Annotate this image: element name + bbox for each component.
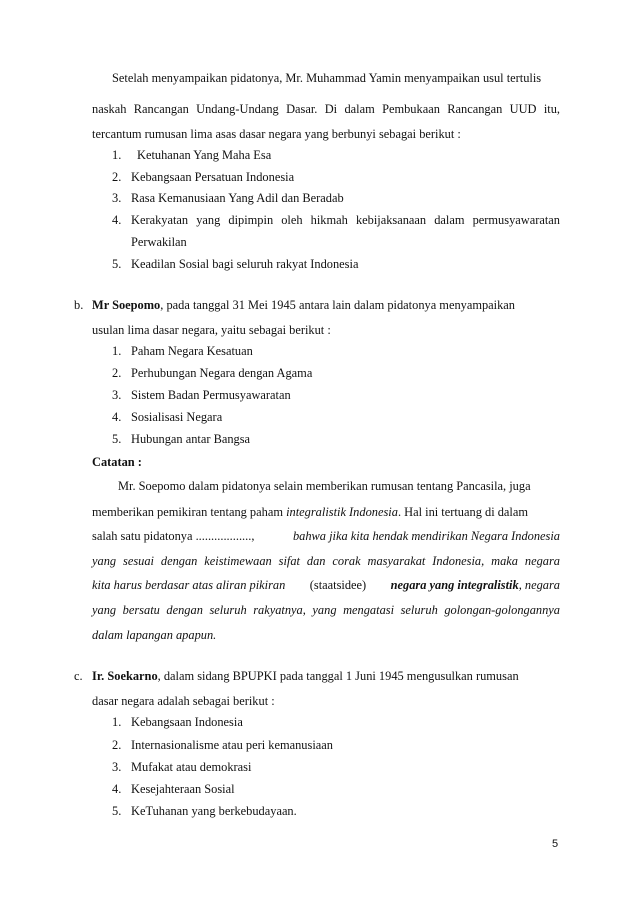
soekarno-letter: c. — [74, 669, 83, 683]
note-line-4: yang sesuai dengan keistimewaan sifat dan corak masyarakat Indonesia, maka negara — [92, 554, 560, 568]
soekarno-item-5: KeTuhanan yang berkebudayaan. — [131, 804, 297, 818]
note-line-7: dalam lapangan apapun. — [92, 628, 217, 642]
soekarno-name: Ir. Soekarno — [92, 669, 158, 683]
yamin-item-3: Rasa Kemanusiaan Yang Adil dan Beradab — [131, 191, 344, 205]
soepomo-intro-text: , pada tanggal 31 Mei 1945 antara lain dalam pidatonya menyampaikan — [160, 298, 516, 312]
yamin-item-5-number: 5. — [112, 257, 122, 271]
soepomo-item-3: Sistem Badan Permusyawaratan — [131, 388, 291, 402]
note-line-5-bold: negara yang integralistik — [390, 578, 519, 592]
soepomo-item-5: Hubungan antar Bangsa — [131, 432, 251, 446]
yamin-item-2-number: 2. — [112, 170, 122, 184]
yamin-item-4-number: 4. — [112, 213, 122, 227]
soekarno-item-2: Internasionalisme atau peri kemanusiaan — [131, 738, 333, 752]
note-line-2-a: memberikan pemikiran tentang paham — [92, 505, 283, 519]
soepomo-name: Mr Soepomo — [92, 298, 161, 312]
soekarno-intro-line-2: dasar negara adalah sebagai berikut : — [92, 694, 275, 708]
soekarno-item-3: Mufakat atau demokrasi — [131, 760, 252, 774]
soekarno-item-4: Kesejahteraan Sosial — [131, 782, 235, 796]
catatan-label: Catatan : — [92, 455, 142, 469]
note-line-2 — [92, 504, 560, 520]
soepomo-intro-line-2: usulan lima dasar negara, yaitu sebagai berikut : — [92, 323, 331, 337]
soepomo-item-1: Paham Negara Kesatuan — [131, 344, 253, 358]
yamin-item-5: Keadilan Sosial bagi seluruh rakyat Indonesia — [131, 257, 359, 271]
note-line-3-a: salah satu pidatonya .................., — [92, 529, 255, 543]
note-line-3-italic: bahwa jika kita hendak mendirikan Negara Indonesia — [292, 529, 560, 543]
note-line-5-b: (staatsidee) — [309, 578, 367, 592]
note-line-5-d: , negara — [518, 578, 560, 592]
yamin-para-line-1: Setelah menyampaikan pidatonya, Mr. Muhammad Yamin menyampaikan usul tertulis — [112, 71, 542, 85]
soekarno-item-5-number: 5. — [112, 804, 122, 818]
soepomo-intro-line-1 — [92, 297, 560, 313]
yamin-item-4-continued: Perwakilan — [131, 235, 187, 249]
soekarno-item-1-number: 1. — [112, 715, 122, 729]
yamin-para-line-2: naskah Rancangan Undang-Undang Dasar. Di dalam Pembukaan Rancangan UUD itu, — [92, 102, 560, 116]
yamin-item-1: Ketuhanan Yang Maha Esa — [137, 148, 272, 162]
soepomo-item-3-number: 3. — [112, 388, 122, 402]
soekarno-intro-text: , dalam sidang BPUPKI pada tanggal 1 Juni 1945 mengusulkan rumusan — [157, 669, 519, 683]
soekarno-intro-line-1 — [92, 668, 560, 684]
yamin-item-2: Kebangsaan Persatuan Indonesia — [131, 170, 295, 184]
note-line-3 — [92, 528, 560, 544]
soekarno-item-4-number: 4. — [112, 782, 122, 796]
note-line-5 — [92, 577, 560, 593]
note-line-5-a: kita harus berdasar atas aliran pikiran — [92, 578, 286, 592]
yamin-item-4: Kerakyatan yang dipimpin oleh hikmah kebijaksanaan dalam permusyawaratan — [131, 213, 560, 227]
soepomo-item-2-number: 2. — [112, 366, 122, 380]
yamin-para-line-3: tercantum rumusan lima asas dasar negara yang berbunyi sebagai berikut : — [92, 127, 461, 141]
soepomo-item-4: Sosialisasi Negara — [131, 410, 223, 424]
yamin-item-1-number: 1. — [112, 148, 122, 162]
note-line-1: Mr. Soepomo dalam pidatonya selain memberikan rumusan tentang Pancasila, juga — [118, 479, 531, 493]
yamin-item-3-number: 3. — [112, 191, 122, 205]
note-line-2-c: . Hal ini tertuang di dalam — [397, 505, 529, 519]
soepomo-item-5-number: 5. — [112, 432, 122, 446]
soekarno-item-1: Kebangsaan Indonesia — [131, 715, 243, 729]
note-line-2-italic: integralistik Indonesia — [286, 505, 398, 519]
soepomo-letter: b. — [74, 298, 84, 312]
soepomo-item-2: Perhubungan Negara dengan Agama — [131, 366, 313, 380]
soekarno-item-3-number: 3. — [112, 760, 122, 774]
soepomo-item-4-number: 4. — [112, 410, 122, 424]
page-number: 5 — [552, 838, 559, 850]
note-line-6: yang bersatu dengan seluruh rakyatnya, yang mengatasi seluruh golongan-golongannya — [92, 603, 560, 617]
soekarno-item-2-number: 2. — [112, 738, 122, 752]
soepomo-item-1-number: 1. — [112, 344, 122, 358]
